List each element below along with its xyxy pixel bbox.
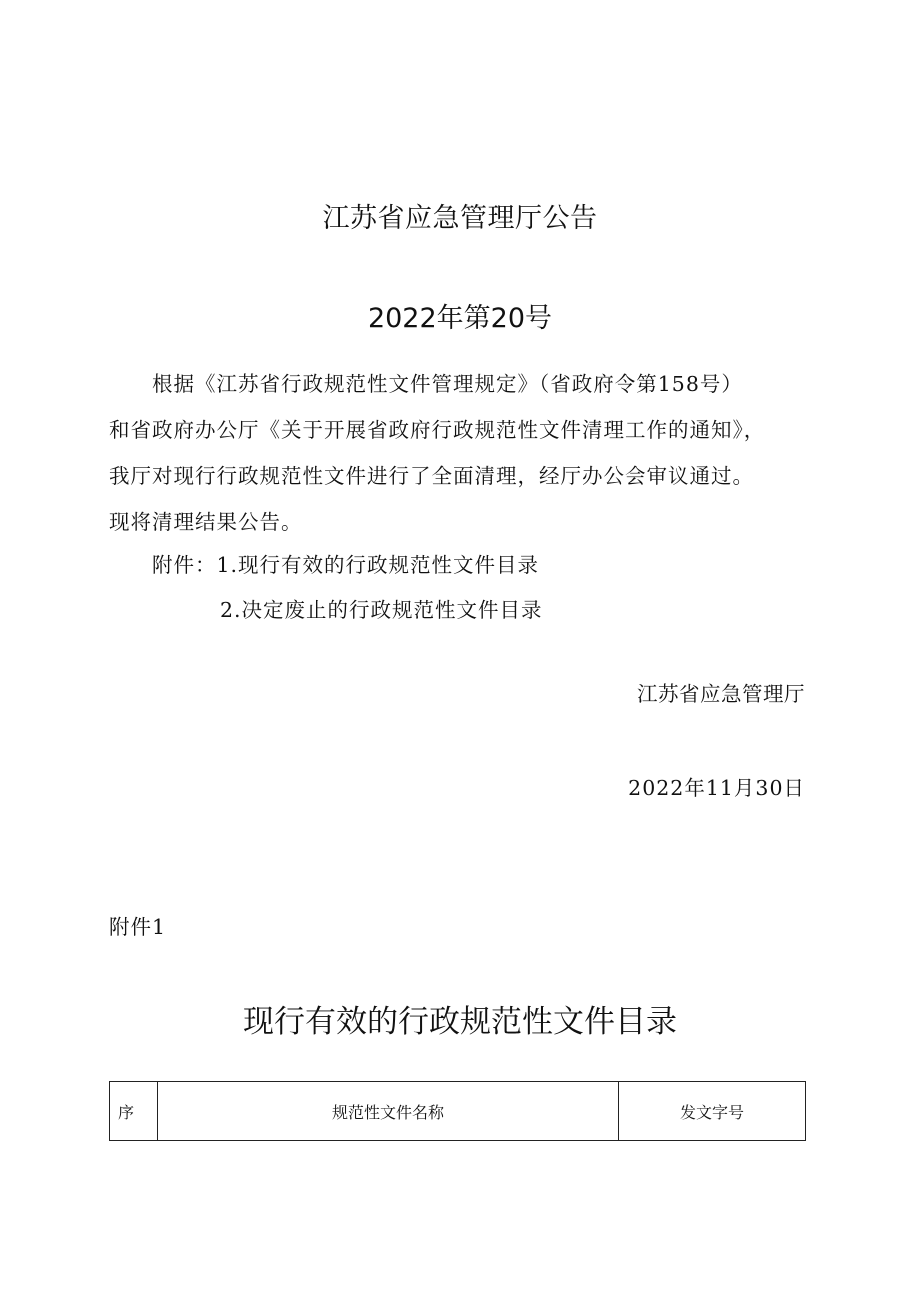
attachment-label: 附件1 [109,915,167,939]
paragraph-line: 我厅对现行行政规范性文件进行了全面清理，经厅办公会审议通过。 [109,464,754,488]
paragraph-line: 现将清理结果公告。 [109,510,303,534]
paragraph-line: 和省政府办公厅《关于开展省政府行政规范性文件清理工作的通知》， [109,418,766,442]
attachment-item-2: 2.决定废止的行政规范性文件目录 [220,598,543,622]
signature-organization: 江苏省应急管理厅 [637,682,805,706]
table-header-row [110,1082,806,1141]
announcement-number: 2022年第20号 [367,303,553,334]
header-document-number: 发文字号 [619,1082,806,1141]
attachment-item-1: 附件：1.现行有效的行政规范性文件目录 [152,553,540,577]
catalog-title: 现行有效的行政规范性文件目录 [243,1004,677,1040]
catalog-table [109,1081,806,1141]
header-serial: 序 [110,1082,158,1141]
header-document-name: 规范性文件名称 [158,1082,619,1141]
signature-date: 2022年11月30日 [628,776,805,800]
announcement-title: 江苏省应急管理厅公告 [322,203,598,234]
paragraph-line: 根据《江苏省行政规范性文件管理规定》（省政府令第158号） [152,372,743,396]
